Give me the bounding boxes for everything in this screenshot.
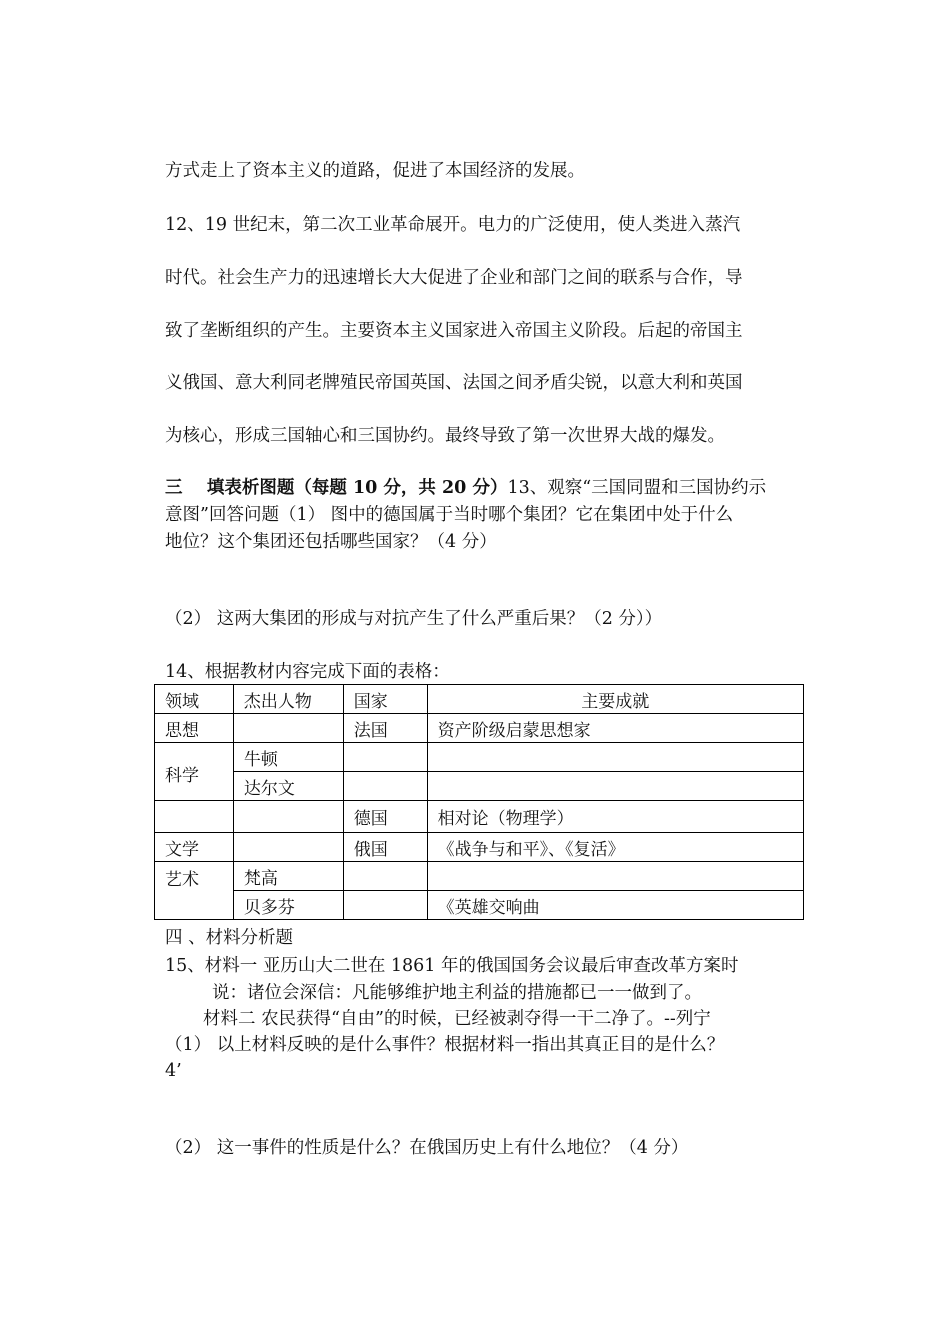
table-row [155,772,804,801]
cell-country: 法国 [343,714,427,743]
cell-achievement: 资产阶级启蒙思想家 [427,714,803,743]
text-line-3: 时代。社会生产力的迅速增长大大促进了企业和部门之间的联系与合作，导 [165,268,743,288]
cell-country: 俄国 [343,833,427,862]
cell-achievement [427,772,803,801]
question-13-line-2: 意图”回答问题（1） 图中的德国属于当时哪个集团？它在集团中处于什么 [165,505,734,525]
header-achievement: 主要成就 [427,685,803,714]
text-line-6: 为核心，形成三国轴心和三国协约。最终导致了第一次世界大战的爆发。 [165,426,725,446]
table-row [155,891,804,920]
cell-person: 梵高 [233,862,343,891]
cell-country [343,862,427,891]
table-row [155,801,804,833]
table-row [155,862,804,891]
cell-country [343,891,427,920]
cell-person [233,801,343,833]
section-3-heading [165,477,766,499]
text-line-2: 12、19 世纪末，第二次工业革命展开。电力的广泛使用，使人类进入蒸汽 [165,215,741,235]
section-4-heading: 四 、材料分析题 [165,928,294,948]
cell-field: 文学 [155,833,234,862]
header-field: 领域 [155,685,234,714]
text-line-5: 义俄国、意大利同老牌殖民帝国英国、法国之间矛盾尖锐，以意大利和英国 [165,373,743,393]
question-15-line-3: 材料二 农民获得“自由”的时候，已经被剥夺得一干二净了。--列宁 [203,1009,711,1029]
cell-person [233,714,343,743]
question-15-part-2: （2） 这一事件的性质是什么？在俄国历史上有什么地位？（4 分） [165,1138,689,1158]
text-line-1: 方式走上了资本主义的道路，促进了本国经济的发展。 [165,161,585,181]
question-15-line-2: 说：诸位会深信：凡能够维护地主利益的措施都已一一做到了。 [212,983,702,1003]
cell-achievement [427,743,803,772]
cell-person: 牛顿 [233,743,343,772]
table-row [155,743,804,772]
question-13-line-3: 地位？这个集团还包括哪些国家？（4 分） [165,532,497,552]
question-14: 14、根据教材内容完成下面的表格： [165,662,450,682]
cell-achievement [427,862,803,891]
table-row [155,833,804,862]
question-15-part-1: （1） 以上材料反映的是什么事件？根据材料一指出其真正目的是什么？ [165,1035,725,1055]
cell-person [233,833,343,862]
cell-person: 达尔文 [233,772,343,801]
cell-achievement: 《英雄交响曲 [427,891,803,920]
question-13-part-2: （2） 这两大集团的形成与对抗产生了什么严重后果？（2 分）） [165,609,663,629]
cell-field-art: 艺术 [155,862,234,920]
table-row [155,714,804,743]
cell-field-science: 科学 [155,743,234,801]
header-person: 杰出人物 [233,685,343,714]
cell-person: 贝多芬 [233,891,343,920]
cell-field: 思想 [155,714,234,743]
cell-field [155,801,234,833]
cell-achievement: 《战争与和平》、《复活》 [427,833,803,862]
achievements-table [154,684,804,920]
section-3-title: 三 填表析图题（每题 10 分，共 20 分） [165,478,508,498]
cell-country [343,743,427,772]
table-header-row [155,685,804,714]
cell-country: 德国 [343,801,427,833]
text-line-4: 致了垄断组织的产生。主要资本主义国家进入帝国主义阶段。后起的帝国主 [165,321,743,341]
question-15-part-1-score: 4’ [165,1061,182,1081]
cell-country [343,772,427,801]
cell-achievement: 相对论（物理学） [427,801,803,833]
header-country: 国家 [343,685,427,714]
question-15-line-1: 15、材料一 亚历山大二世在 1861 年的俄国国务会议最后审查改革方案时 [165,956,739,976]
question-13-intro: 13、观察“三国同盟和三国协约示 [507,478,767,498]
